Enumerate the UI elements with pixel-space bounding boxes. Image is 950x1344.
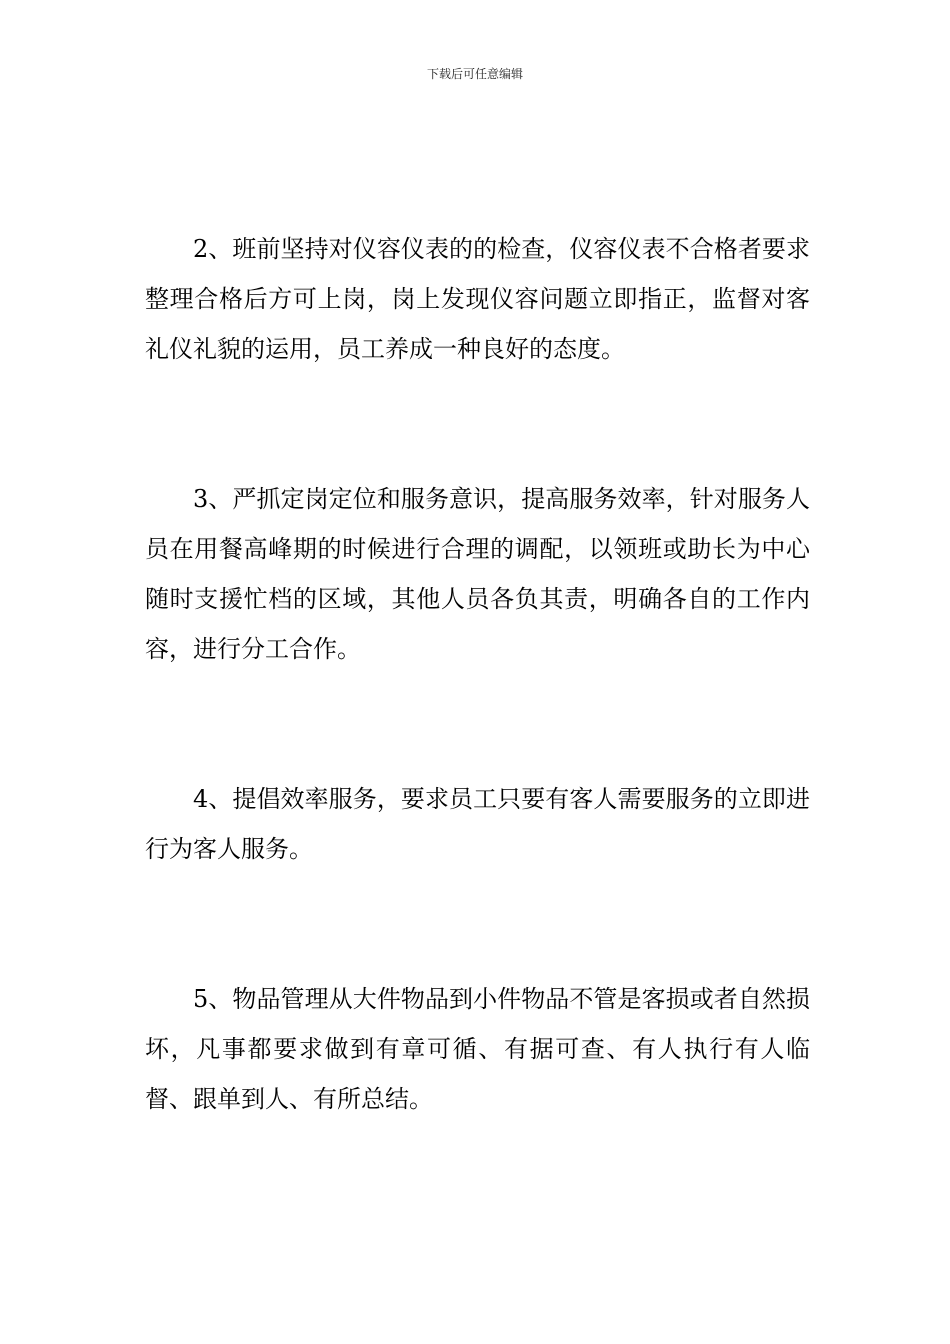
header-note: 下载后可任意编辑 (426, 67, 523, 81)
paragraph-item-5: 5、物品管理从大件物品到小件物品不管是客损或者自然损坏，凡事都要求做到有章可循、有据可查、有人执行有人临督、跟单到人、有所总结。 (145, 985, 810, 1113)
paragraph-item-3: 3、严抓定岗定位和服务意识，提高服务效率，针对服务人员在用餐高峰期的时候进行合理的调配，以领班或助长为中心随时支援忙档的区域，其他人员各负其责，明确各自的工作内容，进行分工合作。 (145, 485, 810, 663)
paragraph-item-4: 4、提倡效率服务，要求员工只要有客人需要服务的立即进行为客人服务。 (145, 785, 810, 863)
paragraph-item-2: 2、班前坚持对仪容仪表的的检查，仪容仪表不合格者要求整理合格后方可上岗，岗上发现仪容问题立即指正，监督对客礼仪礼貌的运用，员工养成一种良好的态度。 (145, 235, 810, 363)
